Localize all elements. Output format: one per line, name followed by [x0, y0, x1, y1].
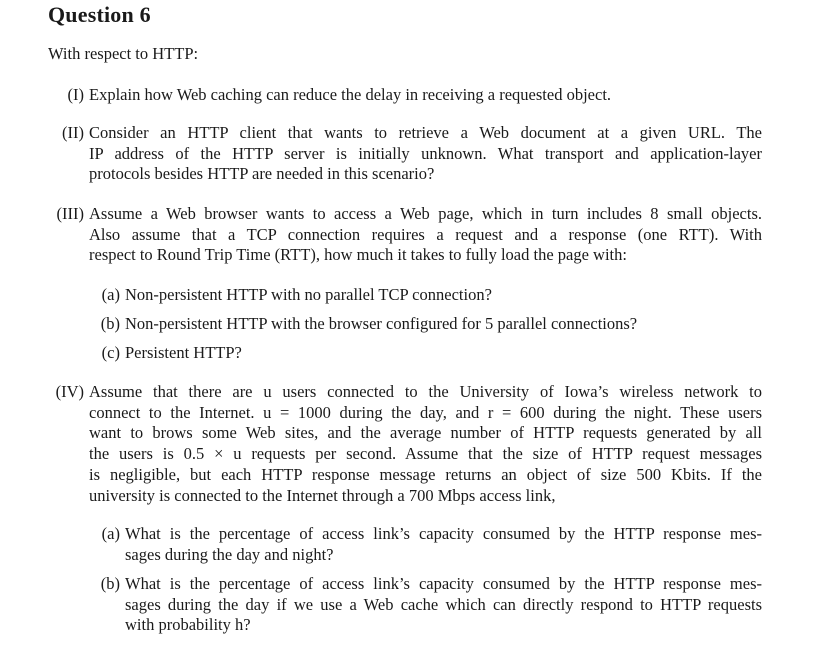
part-label: (III): [56, 204, 84, 223]
part-label: (IV): [55, 382, 84, 401]
part-text-line: want to brows some Web sites, and the average number of HTTP requests generated by all: [89, 423, 762, 443]
question-intro: With respect to HTTP:: [48, 44, 199, 63]
part-text-line: Consider an HTTP client that wants to retrieve a Web document at a given URL. The: [89, 123, 762, 142]
part-text-line: the users is 0.5 × u requests per second. Assume that the size of HTTP request messages: [89, 444, 762, 464]
subpart-label: (b): [100, 574, 120, 593]
subpart-text-line: Persistent HTTP?: [125, 343, 242, 362]
subpart-label: (b): [100, 314, 120, 333]
part-text-line: is negligible, but each HTTP response message returns an object of size 500 Kbits. If the: [89, 464, 762, 484]
subpart-text-line: Non-persistent HTTP with the browser configured for 5 parallel connections?: [125, 314, 638, 333]
part-label: (II): [62, 123, 84, 142]
subpart-text-line: What is the percentage of access link’s capacity consumed by the HTTP response mes-: [125, 574, 762, 593]
part-text-line: Explain how Web caching can reduce the delay in receiving a requested object.: [89, 85, 612, 104]
subpart-text-line: What is the percentage of access link’s capacity consumed by the HTTP response mes-: [125, 524, 762, 543]
subpart-text-line: sages during the day and night?: [125, 544, 334, 564]
part-text-line: protocols besides HTTP are needed in this scenario?: [89, 164, 435, 184]
part-text-line: Assume a Web browser wants to access a Web page, which in turn includes 8 small objects.: [89, 204, 762, 223]
part-text-line: Assume that there are u users connected to the University of Iowa’s wireless network to: [89, 382, 762, 401]
subpart-label: (c): [101, 343, 120, 362]
part-text-line: Also assume that a TCP connection requires a request and a response (one RTT). With: [89, 224, 762, 244]
part-text-line: respect to Round Trip Time (RTT), how much it takes to fully load the page with:: [89, 245, 627, 265]
subpart-text-line: with probability h?: [125, 615, 251, 635]
part-text-line: IP address of the HTTP server is initially unknown. What transport and application-layer: [89, 143, 762, 163]
subpart-label: (a): [101, 285, 120, 304]
question-title: Question 6: [48, 2, 151, 27]
part-text-line: connect to the Internet. u = 1000 during the day, and r = 600 during the night. These users: [89, 402, 762, 422]
subpart-text-line: sages during the day if we use a Web cache which can directly respond to HTTP requests: [125, 594, 762, 614]
part-label: (I): [67, 85, 84, 104]
subpart-label: (a): [101, 524, 120, 543]
part-text-line: university is connected to the Internet through a 700 Mbps access link,: [89, 485, 556, 505]
subpart-text-line: Non-persistent HTTP with no parallel TCP connection?: [125, 285, 492, 304]
